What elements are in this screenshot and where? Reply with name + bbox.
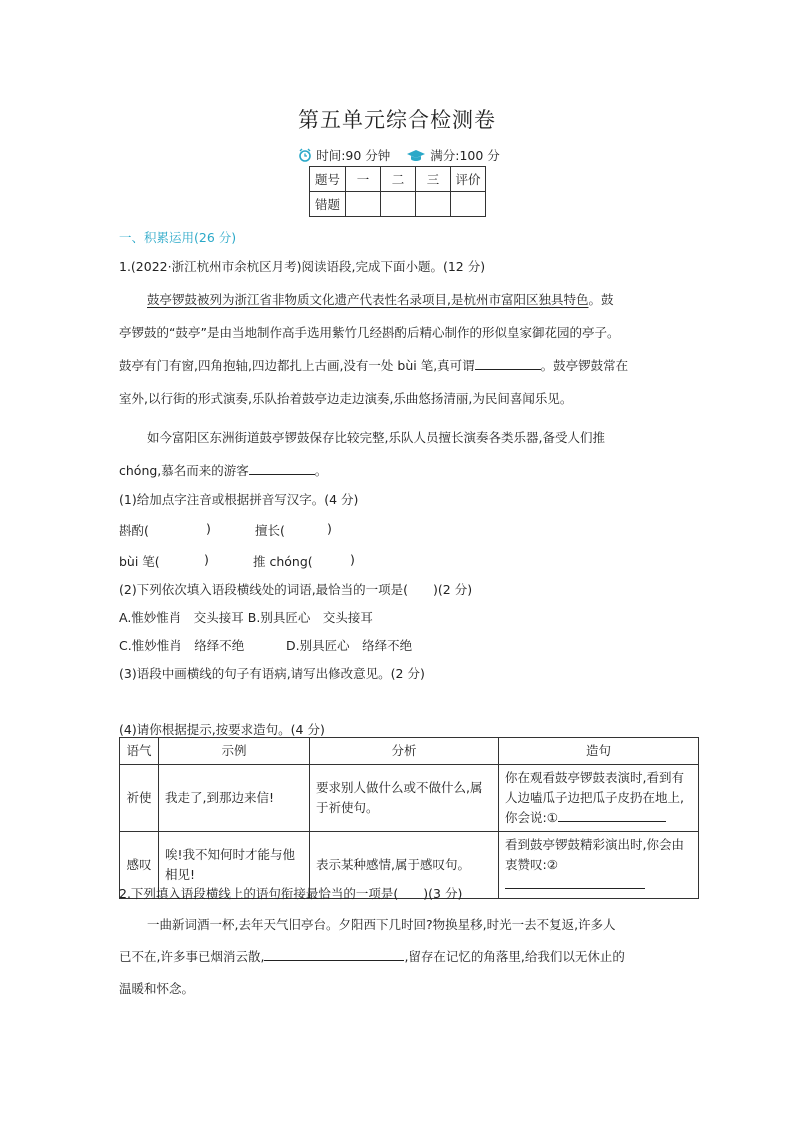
passage-line-4: 室外,以行街的形式演奏,乐队抬着鼓亭边走边演奏,乐曲悠扬清丽,为民间喜闻乐见。 [119, 391, 573, 406]
answer-blank[interactable] [475, 358, 541, 370]
example-cell: 我走了,到那边来信! [159, 765, 310, 832]
tone-cell: 祈使 [120, 765, 159, 832]
alarm-clock-icon [298, 148, 312, 165]
passage-text: 。鼓 [588, 292, 614, 307]
sub1-item: 推 chóng( [253, 554, 313, 569]
graduation-cap-icon [406, 149, 426, 165]
passage-text: 。 [314, 463, 328, 478]
sentence-prompt: 看到鼓亭锣鼓精彩演出时,你会由衷赞叹:② [505, 837, 684, 872]
sub1-item: ) [204, 552, 209, 567]
table-header: 示例 [159, 738, 310, 765]
analysis-cell: 要求别人做什么或不做什么,属于祈使句。 [310, 765, 499, 832]
sub-question-1: (1)给加点字注音或根据拼音写汉字。(4 分) [119, 492, 359, 507]
question-2-stem: 2.下列填入语段横线上的语句衔接最恰当的一项是( )(3 分) [119, 886, 463, 901]
answer-blank[interactable] [264, 949, 404, 961]
sentence-table [119, 737, 699, 899]
sub1-item: ) [327, 521, 332, 536]
analysis-cell: 表示某种感情,属于感叹句。 [310, 832, 499, 899]
score-label: 满分:100 分 [430, 148, 500, 163]
passage-line-2: 亭锣鼓的“鼓亭”是由当地制作高手选用紫竹几经斟酌后精心制作的形似皇家御花园的亭子。 [119, 325, 620, 340]
score-cell[interactable] [346, 192, 381, 217]
passage-text: 鼓亭有门有窗,四角抱轴,四边都扎上古画,没有一处 bùi 笔,真可谓 [119, 358, 475, 373]
sub1-item: bùi 笔( [119, 554, 160, 569]
score-cell[interactable] [451, 192, 486, 217]
answer-blank[interactable] [505, 877, 645, 889]
sentence-cell[interactable] [499, 765, 699, 832]
passage-text: chóng,慕名而来的游客 [119, 463, 249, 478]
option-c: C.惟妙惟肖 络绎不绝 [119, 638, 245, 653]
option-ab: A.惟妙惟肖 交头接耳 B.别具匠心 交头接耳 [119, 610, 373, 625]
exam-meta [0, 146, 794, 165]
sub1-item: ) [206, 521, 211, 536]
passage-text: 。鼓亭锣鼓常在 [540, 358, 629, 373]
score-cell[interactable] [416, 192, 451, 217]
passage-text: ,留存在记忆的角落里,给我们以无休止的 [404, 949, 625, 964]
passage-line-5: 如今富阳区东洲街道鼓亭锣鼓保存比较完整,乐队人员擅长演奏各类乐器,备受人们推 [147, 430, 605, 445]
q2-line-2 [119, 947, 625, 965]
table-header: 造句 [499, 738, 699, 765]
score-header: 一 [346, 167, 381, 192]
time-label: 时间:90 分钟 [316, 148, 391, 163]
passage-line-3 [119, 356, 628, 374]
q2-line-1: 一曲新词酒一杯,去年天气旧亭台。夕阳西下几时回?物换星移,时光一去不复返,许多人 [147, 917, 616, 932]
sub-question-3: (3)语段中画横线的句子有语病,请写出修改意见。(2 分) [119, 666, 425, 681]
section-heading: 一、积累运用(26 分) [119, 230, 237, 245]
table-header: 语气 [120, 738, 159, 765]
answer-blank[interactable] [249, 463, 315, 475]
option-d: D.别具匠心 络绎不绝 [286, 638, 413, 653]
score-header: 题号 [310, 167, 346, 192]
sub1-item: 擅长( [255, 523, 285, 538]
sentence-prompt: 你在观看鼓亭锣鼓表演时,看到有人边嗑瓜子边把瓜子皮扔在地上,你会说:① [505, 770, 684, 825]
passage-line-1 [147, 290, 614, 308]
sub1-item: ) [350, 552, 355, 567]
passage-text: 已不在,许多事已烟消云散, [119, 949, 265, 964]
score-row-label: 错题 [310, 192, 346, 217]
score-table [309, 166, 486, 217]
sub1-item: 斟酌( [119, 523, 149, 538]
tone-cell: 感叹 [120, 832, 159, 899]
example-cell: 唉!我不知何时才能与他相见! [159, 832, 310, 899]
score-cell[interactable] [381, 192, 416, 217]
underlined-sentence: 鼓亭锣鼓被列为浙江省非物质文化遗产代表性名录项目,是杭州市富阳区独具特色 [147, 292, 589, 307]
score-header: 二 [381, 167, 416, 192]
sentence-cell[interactable] [499, 832, 699, 899]
answer-blank[interactable] [558, 810, 666, 822]
sub-question-4: (4)请你根据提示,按要求造句。(4 分) [119, 722, 325, 737]
sub-question-2: (2)下列依次填入语段横线处的词语,最恰当的一项是( )(2 分) [119, 582, 473, 597]
q2-line-3: 温暖和怀念。 [119, 981, 195, 996]
table-header: 分析 [310, 738, 499, 765]
page-title: 第五单元综合检测卷 [298, 108, 496, 132]
passage-line-6 [119, 461, 327, 479]
table-row [120, 765, 699, 832]
question-1-stem: 1.(2022·浙江杭州市余杭区月考)阅读语段,完成下面小题。(12 分) [119, 259, 486, 274]
score-header: 三 [416, 167, 451, 192]
score-header: 评价 [451, 167, 486, 192]
